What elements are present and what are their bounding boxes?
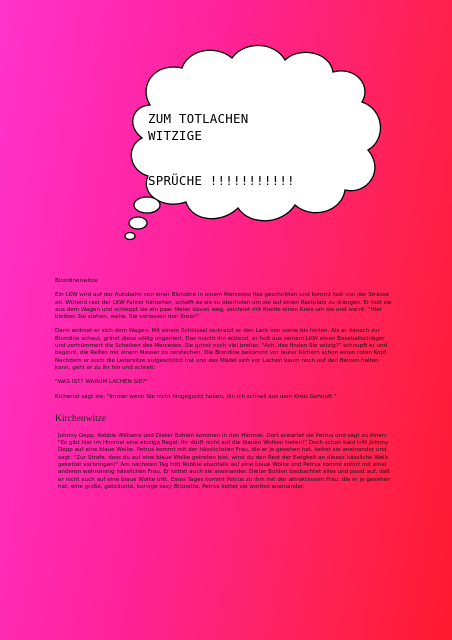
cloud-title-line2: WITZIGE: [148, 128, 203, 143]
cloud-title: [148, 110, 328, 189]
paragraph: Kichernd sagt sie: "Immer wenn Sie nicht hingeguckt haben, bin ich schnell aus dem Kreis Gehüpft.": [55, 393, 337, 400]
cloud-title-line3: SPRÜCHE !!!!!!!!!!!: [148, 173, 295, 188]
paragraph: Johnny Depp, Robbie Williams und Dieter Bohlen kommen in den Himmel. Dort erwartet sie Petrus und sagt zu ihnen: "Es gibt hier im Himmel eine einzige Regel: Ihr dürft nicht auf die blauen Wolken treten!" Doch schon bald tritt Johnny Depp auf eine blaue Wolke. Petrus kommt mit der hässlichsten Frau, die er je gesehen hat, kettet sie aneinander und sagt: "Zur Strafe, dass du auf eine blaue Wolke getreten bist, wirst du den Rest der Ewigkeit an dieses hässliche Weib gekettet verbringen!" Am nächsten Tag tritt Robbie ebenfalls auf eine blaue Wolke und Petrus kommt sofort mit einer anderen wahnsinnig hässlichen Frau. Er kettet auch sie aneinander. Dieter Bohlen beobachtet alles und passt auf, daß er nicht auch auf eine blaue Wolke tritt. Eines Tages kommt Petrus zu ihm mit der attraktivsten Frau, die er je gesehen hat: eine große, gebräunte, kurvige sexy Brünette. Petrus kettet sie wortlos aneinander.: [58, 432, 391, 490]
section-title-kirchenwitze: Kirchenwitze: [55, 413, 107, 424]
paragraph: "WAS IST? WARUM LACHEN SIE?": [55, 379, 148, 386]
paragraph: Dann widmet er sich dem Wagen: Mit einem Schlüssel zerkratzt er den Lack von vorne bis hinten. Als er danach zur Blondine schaut, grinst diese völlig ungeniert. Das macht ihn wütend, er holt aus seinem LKW einen Baseballschläger und zertrümmert die Scheiben des Mercedes. Sie grinst noch viel breiter. "Ach, das finden Sie witzig?" schnupft er und beginnt, die Reifen mit einem Messer zu zerstechen. Die Blondine bekommt vor lauter Kichern schon einen roten Kopf. Nachdem er auch die Ledersitze aufgeschlitzt hat und das Mädel sich vor Lachen kaum noch auf den Beinen halten kann, geht er zu ihr hin und schreit:: [55, 328, 388, 371]
section-title-blondinenwitze: Blondinenwitze: [55, 278, 98, 284]
cloud-bubble-small: [125, 233, 135, 240]
cloud-title-line1: ZUM TOTLACHEN: [148, 111, 249, 126]
paragraph: Ein LKW wird auf der Autobahn von einer Blondine in einem Mercedes fies geschnitten und kommt fast von der Strasse ab. Wütend rast der LKW-Fahrer hinterher, schafft es sie zu überholen um sie auf einen Rastplatz zu drängen. Er holt sie aus dem Wagen und schleppt sie ein paar Meter davon weg, zeichnet mit Kreide einen Kreis um sie und warnt: "Hier bleiben Sie stehen, wehe, Sie verlassen den Kreis!": [55, 292, 392, 321]
cloud-bubble-large: [134, 197, 160, 213]
cloud-bubble-medium: [129, 217, 147, 229]
document-body: [55, 278, 395, 498]
